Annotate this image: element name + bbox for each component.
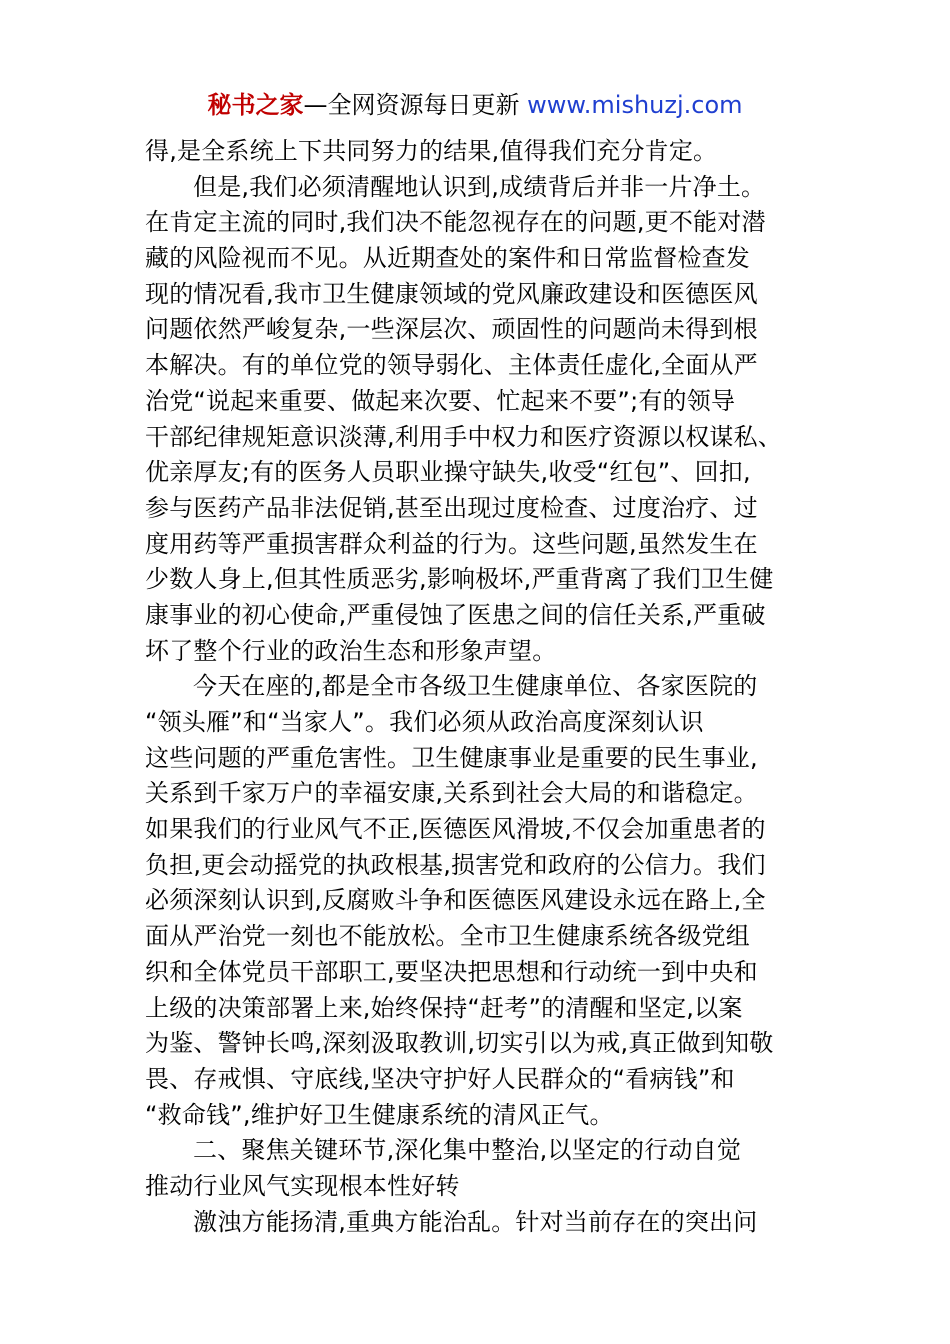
paragraph-start-line: 今天在座的,都是全市各级卫生健康单位、各家医院的 [193, 672, 758, 701]
page-header [0, 88, 950, 122]
text-line: 这些问题的严重危害性。卫生健康事业是重要的民生事业, [145, 743, 758, 772]
text-line: 得,是全系统上下共同努力的结果,值得我们充分肯定。 [145, 137, 718, 165]
document-body [145, 134, 810, 1240]
text-line: 坏了整个行业的政治生态和形象声望。 [145, 636, 557, 665]
text-line: 关系到千家万户的幸福安康,关系到社会大局的和谐稳定。 [145, 779, 758, 808]
text-line: 度用药等严重损害群众利益的行为。这些问题,虽然发生在 [145, 529, 758, 558]
text-line: 如果我们的行业风气不正,医德医风滑坡,不仅会加重患者的 [145, 815, 766, 844]
paragraph-start-line: 激浊方能扬清,重典方能治乱。针对当前存在的突出问 [193, 1207, 758, 1236]
text-line: 问题依然严峻复杂,一些深层次、顽固性的问题尚未得到根 [145, 315, 758, 344]
text-line: 参与医药产品非法促销,甚至出现过度检查、过度治疗、过 [145, 493, 758, 522]
text-line: 治党“说起来重要、做起来次要、忙起来不要”;有的领导 [145, 386, 736, 415]
header-tagline: —全网资源每日更新 [303, 91, 520, 119]
text-line: 藏的风险视而不见。从近期查处的案件和日常监督检查发 [145, 244, 750, 273]
text-line: “领头雁”和“当家人”。我们必须从政治高度深刻认识 [145, 708, 704, 736]
text-line: 负担,更会动摇党的执政根基,损害党和政府的公信力。我们 [145, 850, 766, 879]
text-line: 畏、存戒惧、守底线,坚决守护好人民群众的“看病钱”和 [145, 1064, 735, 1093]
text-line: “救命钱”,维护好卫生健康系统的清风正气。 [145, 1100, 614, 1129]
text-line: 优亲厚友;有的医务人员职业操守缺失,收受“红包”、回扣, [145, 458, 751, 487]
text-line: 康事业的初心使命,严重侵蚀了医患之间的信任关系,严重破 [145, 600, 766, 629]
text-line: 面从严治党一刻也不能放松。全市卫生健康系统各级党组 [145, 922, 750, 951]
text-line: 上级的决策部署上来,始终保持“赶考”的清醒和坚定,以案 [145, 993, 743, 1022]
text-line: 织和全体党员干部职工,要坚决把思想和行动统一到中央和 [145, 957, 758, 986]
text-line: 少数人身上,但其性质恶劣,影响极坏,严重背离了我们卫生健 [145, 565, 774, 594]
website-url[interactable]: www.mishuzj.com [527, 91, 743, 119]
text-line: 现的情况看,我市卫生健康领域的党风廉政建设和医德医风 [145, 279, 758, 308]
text-line: 在肯定主流的同时,我们决不能忽视存在的问题,更不能对潜 [145, 208, 766, 237]
text-line: 必须深刻认识到,反腐败斗争和医德医风建设永远在路上,全 [145, 886, 766, 915]
text-line: 为鉴、警钟长鸣,深刻汲取教训,切实引以为戒,真正做到知敬 [145, 1029, 774, 1058]
brand-name: 秘书之家 [207, 91, 304, 119]
section-heading-continued: 推动行业风气实现根本性好转 [145, 1171, 460, 1200]
text-line: 本解决。有的单位党的领导弱化、主体责任虚化,全面从严 [145, 351, 758, 380]
text-line: 干部纪律规矩意识淡薄,利用手中权力和医疗资源以权谋私、 [145, 422, 783, 451]
section-heading: 二、聚焦关键环节,深化集中整治,以坚定的行动自觉 [193, 1136, 742, 1165]
paragraph-start-line: 但是,我们必须清醒地认识到,成绩背后并非一片净土。 [193, 172, 766, 201]
